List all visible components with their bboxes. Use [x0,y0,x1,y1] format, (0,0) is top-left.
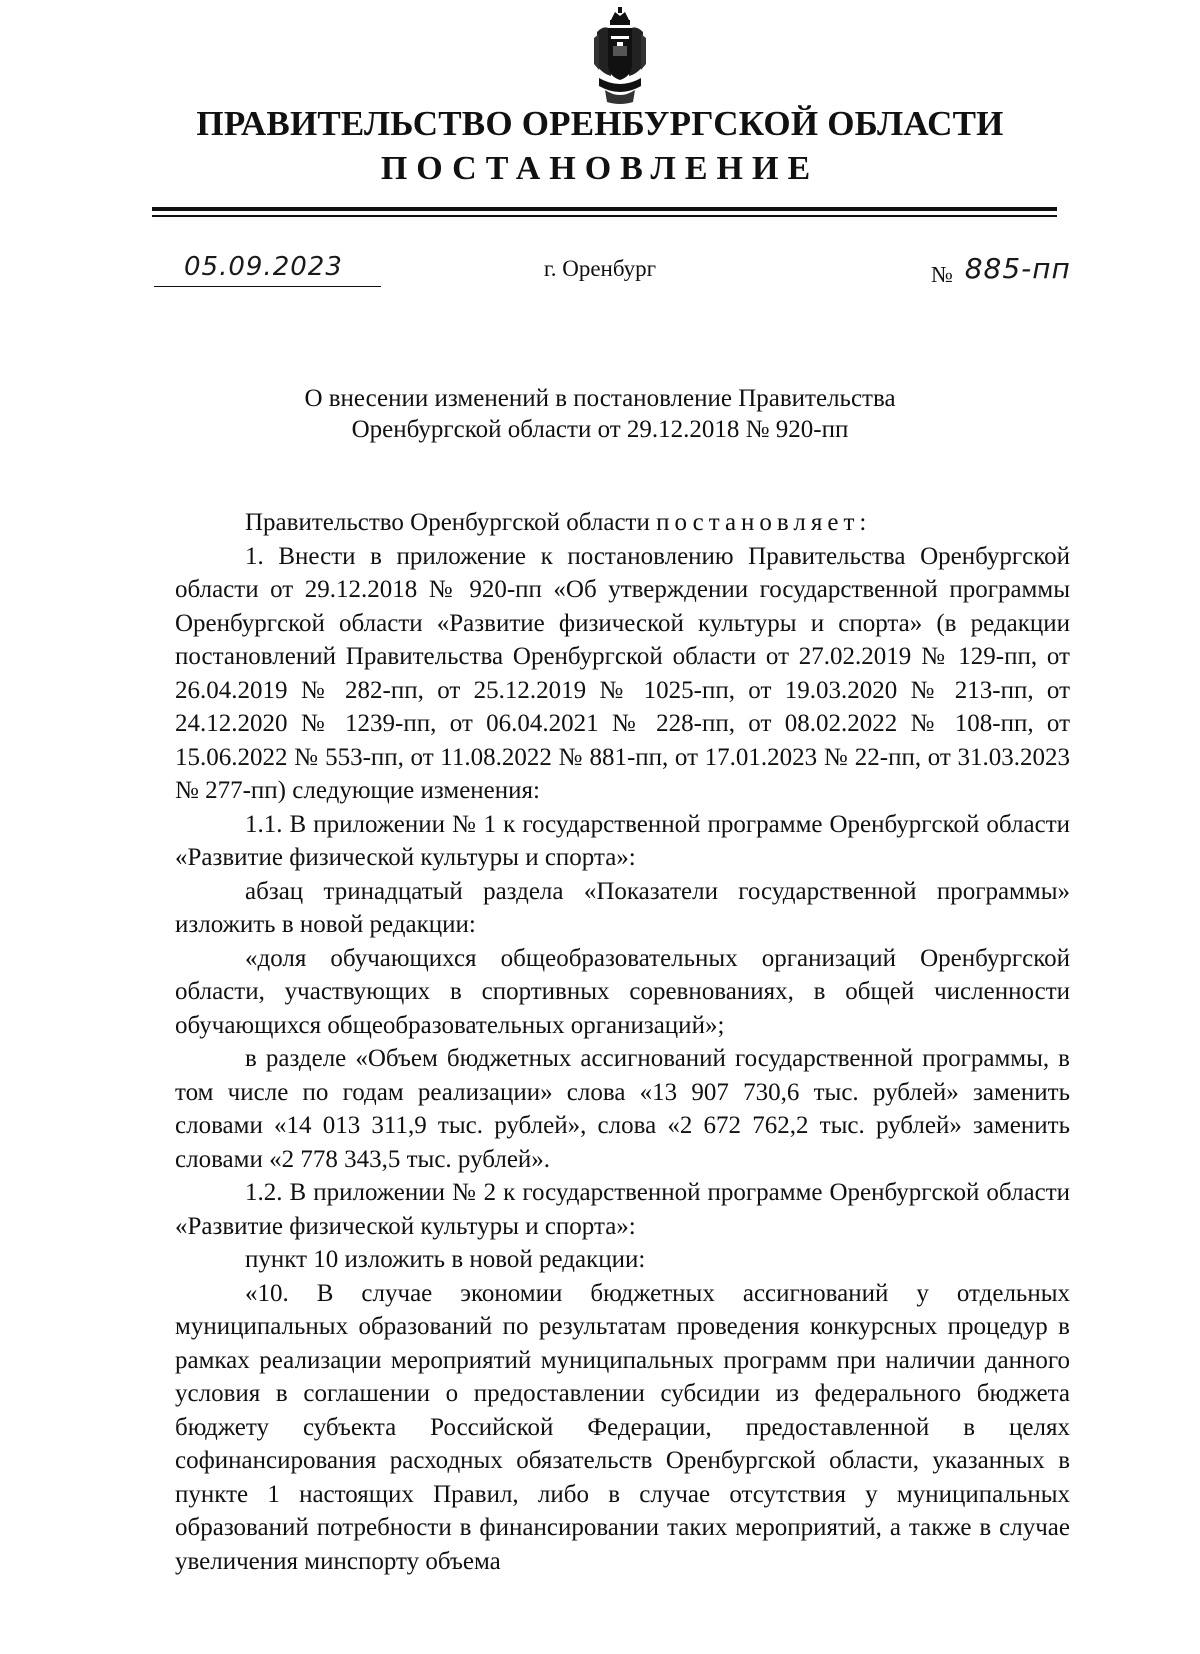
body-paragraph: пункт 10 изложить в новой редакции: [245,1246,646,1273]
header-divider-thin [152,215,1057,217]
body-paragraph: «доля обучающихся общеобразовательных организаций Оренбургской области, участвующих в спортивных соревнованиях, в общей численности обучающихся общеобразовательных организаций»; [175,944,1070,1039]
document-number: 885-пп [964,252,1071,285]
document-body [175,506,1070,1578]
body-paragraph: абзац тринадцатый раздела «Показатели государственной программы» изложить в новой редакции: [175,877,1070,938]
body-paragraph: в разделе «Объем бюджетных ассигнований государственной программы, в том числе по годам реализации» слова «13 907 730,6 тыс. рублей» заменить словами «14 013 311,9 тыс. рублей», слова «2 672 762,2 тыс. рублей» заменить словами «2 778 343,5 тыс. рублей». [175,1045,1070,1173]
number-sign: № [931,262,953,287]
body-paragraph: «10. В случае экономии бюджетных ассигнований у отдельных муниципальных образований по результатам проведения конкурсных процедур в рамках реализации мероприятий муниципальных программ при наличии данного условия в соглашении о предоставлении субсидии из федерального бюджета бюджету субъекта Российской Федерации, предоставленной в целях софинансирования расходных обязательств Оренбургской области, указанных в пункте 1 настоящих Правил, либо в случае отсутствия у муниципальных образований потребности в финансировании таких мероприятий, а также в случае увеличения минспорту объема [175,1279,1070,1575]
body-paragraph: 1.1. В приложении № 1 к государственной программе Оренбургской области «Развитие физической культуры и спорта»: [175,810,1070,871]
document-date: 05.09.2023 [184,252,343,282]
body-paragraph: 1.2. В приложении № 2 к государственной программе Оренбургской области «Развитие физической культуры и спорта»: [175,1179,1070,1240]
document-number-field [931,252,1071,285]
document-type-title: ПОСТАНОВЛЕНИЕ [380,150,820,187]
coat-of-arms-icon [591,6,649,106]
document-city: г. Оренбург [543,256,657,281]
body-paragraph: 1. Внести в приложение к постановлению Правительства Оренбургской области от 29.12.2018 № 920-пп «Об утверждении государственной программы Оренбургской области «Развитие физической культуры и спорта» (в редакции постановлений Правительства Оренбургской области от 27.02.2019 № 129-пп, от 26.04.2019 № 282-пп, от 25.12.2019 № 1025-пп, от 19.03.2020 № 213-пп, от 24.12.2020 № 1239-пп, от 06.04.2021 № 228-пп, от 08.02.2022 № 108-пп, от 15.06.2022 № 553-пп, от 11.08.2022 № 881-пп, от 17.01.2023 № 22-пп, от 31.03.2023 № 277-пп) следующие изменения: [175,542,1070,804]
header-divider-thick [152,207,1057,211]
intro-spaced-verb: постановляет: [656,509,872,536]
intro-paragraph [175,506,1070,540]
intro-text: Правительство Оренбургской области [245,509,657,536]
government-title: ПРАВИТЕЛЬСТВО ОРЕНБУРГСКОЙ ОБЛАСТИ [196,104,1004,143]
subject-line-1: О внесении изменений в постановление Правительства [304,385,896,412]
document-subject [0,383,1200,445]
subject-line-2: Оренбургской области от 29.12.2018 № 920-пп [351,416,849,443]
